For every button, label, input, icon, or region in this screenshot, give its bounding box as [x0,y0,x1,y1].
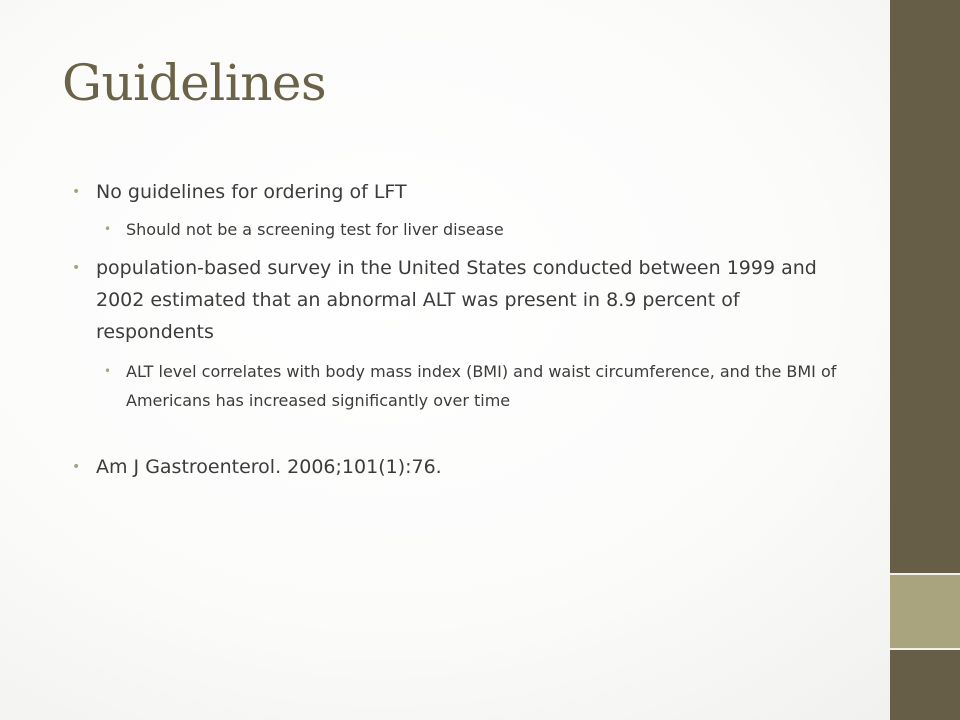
bullet-text: No guidelines for ordering of LFT [96,181,407,203]
slide-title: Guidelines [62,54,327,112]
bullet-level1-item [72,252,842,348]
bullet-dot-icon: • [72,459,81,475]
bullet-text: ALT level correlates with body mass index (BMI) and waist circumference, and the BMI of Americans has increased significantly over time [126,362,837,410]
bullet-dot-icon: • [72,184,81,200]
sidebar-accent-block [890,575,960,648]
bullet-text: population-based survey in the United States conducted between 1999 and 2002 estimated that an abnormal ALT was present in 8.9 percent of respondents [96,257,817,343]
decorative-sidebar [890,0,960,720]
bullet-dot-icon: • [104,222,112,236]
citation-text: Am J Gastroenterol. 2006;101(1):76. [96,456,442,478]
sidebar-divider [890,648,960,650]
bullet-level2-item [104,215,842,244]
bullet-dot-icon: • [104,364,112,378]
bullet-text: Should not be a screening test for liver disease [126,220,504,239]
bullet-level2-item [104,357,842,415]
slide-body [72,176,842,483]
bullet-level1-item [72,451,842,483]
bullet-level1-item [72,176,842,208]
bullet-dot-icon: • [72,260,81,276]
